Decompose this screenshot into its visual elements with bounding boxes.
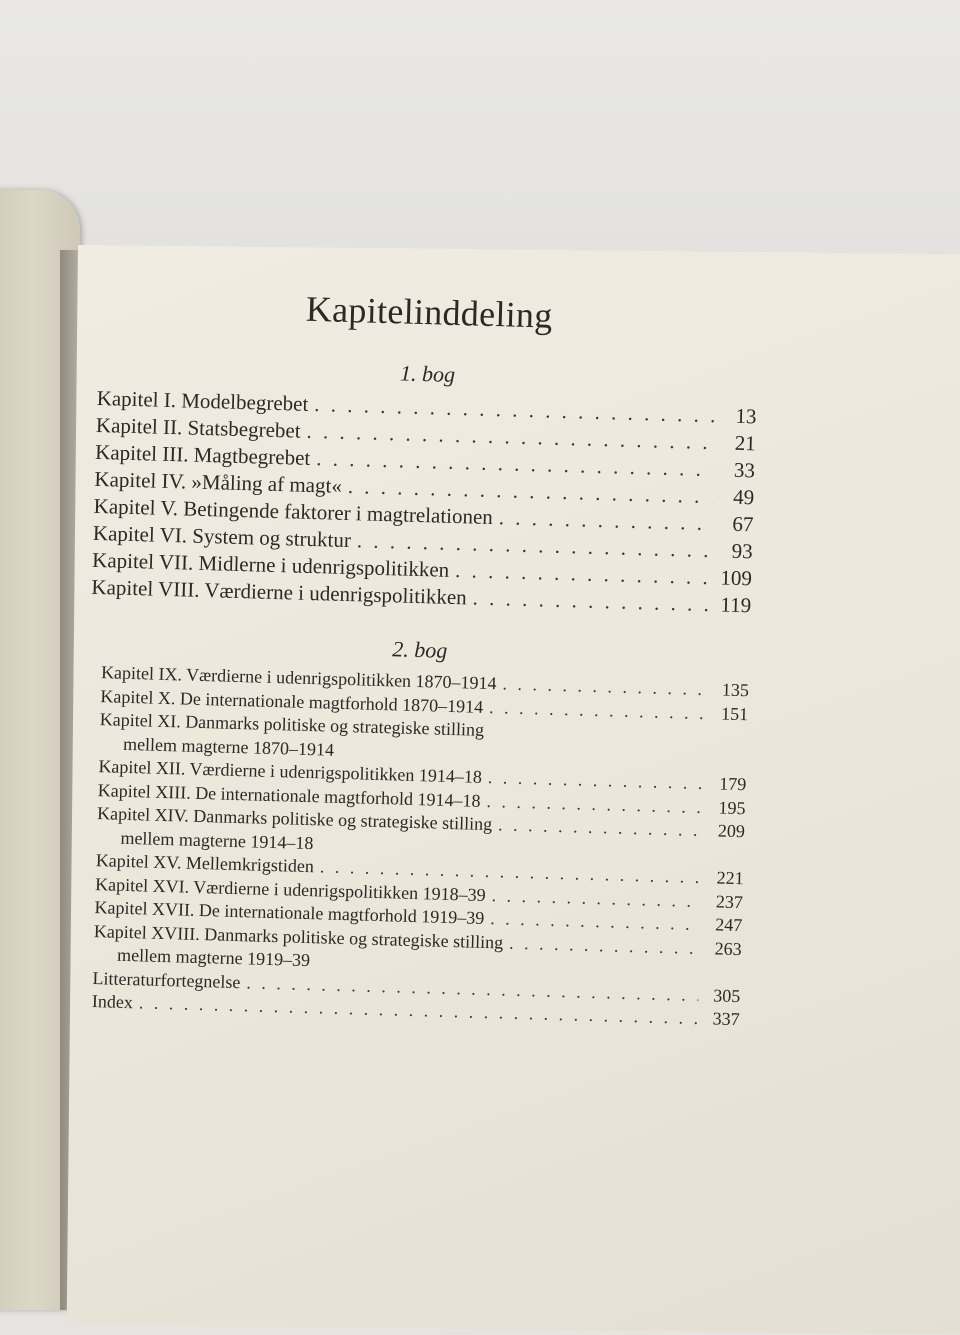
book1-list [91,386,757,620]
toc-entry: Index . . . 337 [92,991,740,1033]
toc-entry-continuation: mellem magterne 1870–1914 [122,733,335,760]
toc-entry: Kapitel IV. »Måling af magt« . . . 49 [94,467,754,512]
toc-entry: Kapitel XV. Mellemkrigstiden . . . 221 [95,850,743,892]
toc-entry: Kapitel XVI. Værdierne i udenrigspolitikken 1918–39 . . . 237 [95,874,743,916]
book2-heading: 2. bog [392,636,448,663]
toc-entry: Litteraturfortegnelse . . . 305 [92,968,740,1010]
toc-entry: Kapitel III. Magtbegrebet . . . 33 [95,440,755,485]
toc-entry: Kapitel IX. Værdierne i udenrigspolitikken 1870–1914 . . . 135 [101,662,749,704]
toc-entry: Kapitel VIII. Værdierne i udenrigspolitikken . . . 119 [91,575,751,620]
toc-entry: Kapitel VI. System og struktur . . . 93 [93,521,753,566]
page-title: Kapitelinddeling [305,288,554,336]
toc-entry: Kapitel X. De internationale magtforhold 1870–1914 . . . 151 [100,686,748,728]
toc-entry: Kapitel I. Modelbegrebet . . . 13 [96,386,756,431]
toc-entry: Kapitel XII. Værdierne i udenrigspolitikken 1914–18 . . . 179 [98,756,746,798]
toc-entry: Kapitel XIV. Danmarks politiske og strategiske stilling . . . 209 [97,803,745,845]
toc-entry: Kapitel XI. Danmarks politiske og strategiske stilling [99,709,485,740]
toc-entry-continuation: mellem magterne 1919–39 [116,944,311,971]
toc-entry: Kapitel II. Statsbegrebet . . . 21 [96,413,756,458]
toc-entry: Kapitel XIII. De internationale magtforhold 1914–18 . . . 195 [97,780,745,822]
toc-entry: Kapitel VII. Midlerne i udenrigspolitikken . . . 109 [92,548,752,593]
toc-entry: Kapitel XVIII. Danmarks politiske og strategiske stilling . . . 263 [94,921,742,963]
book1-heading: 1. bog [399,360,456,387]
toc-entry: Kapitel V. Betingende faktorer i magtrelationen . . . 67 [93,494,753,539]
table-of-contents [80,282,760,1033]
toc-entry: Kapitel XVII. De internationale magtforhold 1919–39 . . . 247 [94,897,742,939]
book2-list [80,662,750,1033]
toc-entry-continuation: mellem magterne 1914–18 [120,827,314,853]
